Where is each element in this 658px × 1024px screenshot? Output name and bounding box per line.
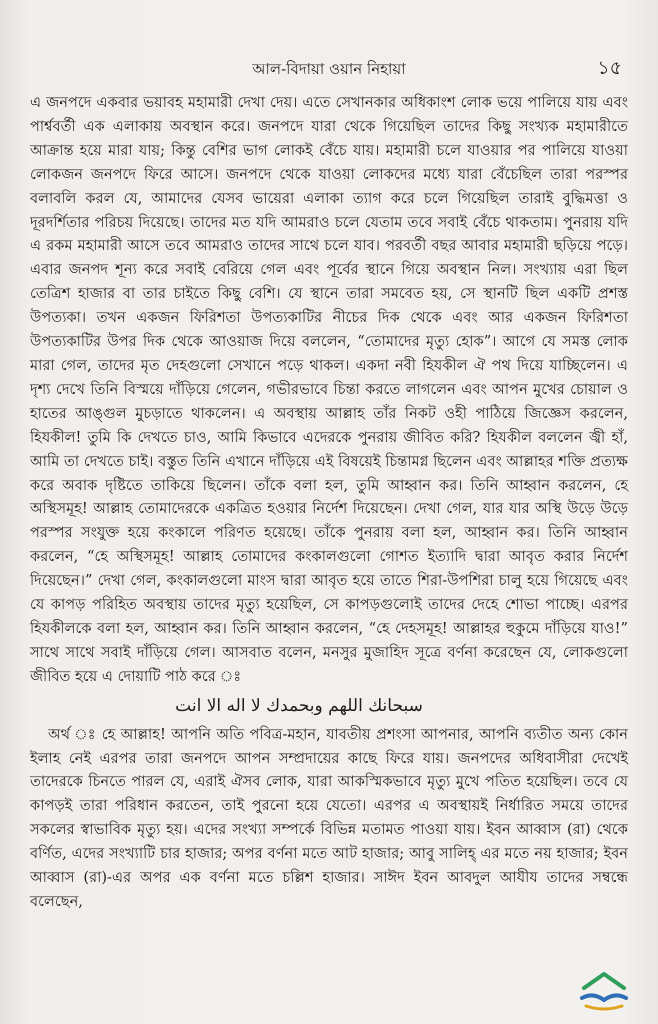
page-header <box>0 52 658 82</box>
page-number: ১৫ <box>597 57 622 79</box>
page-body <box>30 91 628 914</box>
body-paragraph: এ জনপদে একবার ভয়াবহ মহামারী দেখা দেয়। এতে সেখানকার অধিকাংশ লোক ভয়ে পালিয়ে যায় এবং পার্শ্ববর্তী এক এলাকায় অবস্থান করে। জনপদে যারা থেকে গিয়েছিল তাদের কিছু সংখ্যক মহামারীতে আক্রান্ত হয়ে মারা যায়; কিন্তু বেশির ভাগ লোকই বেঁচে যায়। মহামারী চলে যাওয়ার পর পালিয়ে যাওয়া লোকজন জনপদে ফিরে আসে। জনপদে থেকে যাওয়া লোকদের মধ্যে যারা বেঁচেছিল তারা পরস্পর বলাবলি করল যে, আমাদের যেসব ভায়েরা এলাকা ত্যাগ করে চলে গিয়েছিল তারাই বুদ্ধিমত্তা ও দূরদর্শিতার পরিচয় দিয়েছে। তাদের মত যদি আমরাও চলে যেতাম তবে সবাই বেঁচে থাকতাম। পুনরায় যদি এ রকম মহামারী আসে তবে আমরাও তাদের সাথে চলে যাব। পরবর্তী বছর আবার মহামারী ছড়িয়ে পড়ে। এবার জনপদ শূন্য করে সবাই বেরিয়ে গেল এবং পূর্বের স্থানে গিয়ে অবস্থান নিল। সংখ্যায় এরা ছিল তেত্রিশ হাজার বা তার চাইতে কিছু বেশি। যে স্থানে তারা সমবেত হয়, সে স্থানটি ছিল একটি প্রশস্ত উপত্যকা। তখন একজন ফিরিশতা উপত্যকাটির নীচের দিক থেকে এবং আর একজন ফিরিশতা উপত্যকাটির উপর দিক থেকে আওয়াজ দিয়ে বললেন, “তোমাদের মৃত্যু হোক”। আগে যে সমস্ত লোক মারা গেল, তাদের মৃত দেহগুলো সেখানে পড়ে থাকল। একদা নবী হিযকীল ঐ পথ দিয়ে যাচ্ছিলেন। এ দৃশ্য দেখে তিনি বিস্ময়ে দাঁড়িয়ে গেলেন, গভীরভাবে চিন্তা করতে লাগলেন এবং আপন মুখের চোয়াল ও হাতের আঙ্গুল মুচড়াতে থাকলেন। এ অবস্থায় আল্লাহ তাঁর নিকট ওহী পাঠিয়ে জিজ্ঞেস করলেন, হিযকীল! তুমি কি দেখতে চাও, আমি কিভাবে এদেরকে পুনরায় জীবিত করি? হিযকীল বললেন জ্বী হাঁ, আমি তা দেখতে চাই। বস্তুত তিনি এখানে দাঁড়িয়ে এই বিষয়েই চিন্তামগ্ন ছিলেন এবং আল্লাহর শক্তি প্রত্যক্ষ করে অবাক দৃষ্টিতে তাকিয়ে ছিলেন। তাঁকে বলা হল, তুমি আহ্বান কর। তিনি আহ্বান করলেন, হে অস্থিসমূহ! আল্লাহ তোমাদেরকে একত্রিত হওয়ার নির্দেশ দিয়েছেন। দেখা গেল, যার যার অস্থি উড়ে উড়ে পরস্পর সংযুক্ত হয়ে কংকালে পরিণত হয়েছে। তাঁকে পুনরায় বলা হল, আহ্বান কর। তিনি আহ্বান করলেন, “হে অস্থিসমূহ! আল্লাহ তোমাদের কংকালগুলো গোশত ইত্যাদি দ্বারা আবৃত করার নির্দেশ দিয়েছেন।” দেখা গেল, কংকালগুলো মাংস দ্বারা আবৃত হয়ে তাতে শিরা-উপশিরা চালু হয়ে গিয়েছে এবং যে কাপড় পরিহিত অবস্থায় তাদের মৃত্যু হয়েছিল, সে কাপড়গুলোই তাদের দেহে শোভা পাচ্ছে। এরপর হিযকীলকে বলা হল, আহ্বান কর। তিনি আহ্বান করলেন, “হে দেহসমূহ! আল্লাহর হুকুমে দাঁড়িয়ে যাও!” সাথে সাথে সবাই দাঁড়িয়ে গেল। আসবাত বলেন, মনসুর মুজাহিদ সূত্রে বর্ণনা করেছেন যে, লোকগুলো জীবিত হয়ে এ দোয়াটি পাঠ করে ঃ <box>30 94 628 685</box>
publisher-logo-icon <box>574 968 634 1012</box>
running-title: আল-বিদায়া ওয়ান নিহায়া <box>252 60 406 78</box>
meaning-paragraph: অর্থ ঃ হে আল্লাহ! আপনি অতি পবিত্র-মহান, যাবতীয় প্রশংসা আপনার, আপনি ব্যতীত অন্য কোন ইলাহ নেই এরপর তারা জনপদে আপন সম্প্রদায়ের কাছে ফিরে যায়। জনপদের অধিবাসীরা দেখেই তাদেরকে চিনতে পারল যে, এরাই ঐসব লোক, যারা আকস্মিকভাবে মৃত্যু মুখে পতিত হয়েছিল। তবে যে কাপড়ই তারা পরিধান করতেন, তাই পুরনো হয়ে যেতো। এরপর এ অবস্থায়ই নির্ধারিত সময়ে তাদের সকলের স্বাভাবিক মৃত্যু হয়। এদের সংখ্যা সম্পর্কে বিভিন্ন মতামত পাওয়া যায়। ইবন আব্বাস (রা) থেকে বর্ণিত, এদের সংখ্যাটি চার হাজার; অপর বর্ণনা মতে আট হাজার; আবু সালিহ্ এর মতে নয় হাজার; ইবন আব্বাস (রা)-এর অপর এক বর্ণনা মতে চল্লিশ হাজার। সাঈদ ইবন আবদুল আযীয তাদের সম্বন্ধে বলেছেন, <box>30 725 628 910</box>
arabic-dua: سبحانك اللهم وبحمدك لا اله الا انت <box>175 695 423 716</box>
